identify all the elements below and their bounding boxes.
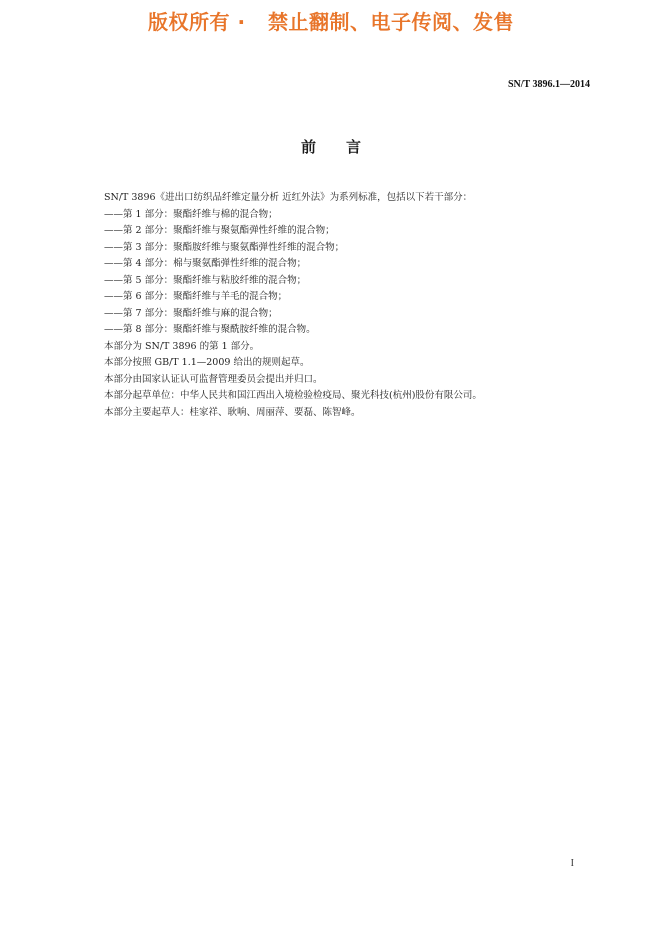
part-list-item: ——第 5 部分：聚酯纤维与粘胶纤维的混合物； xyxy=(104,274,307,286)
statement-paragraph: 本部分为 SN/T 3896 的第 1 部分。 xyxy=(104,340,260,352)
foreword-body xyxy=(104,190,574,421)
intro-paragraph: SN/T 3896《进出口纺织品纤维定量分析 近红外法》为系列标准，包括以下若干部分： xyxy=(104,192,473,203)
part-list-item: ——第 3 部分：聚酯胺纤维与聚氨酯弹性纤维的混合物； xyxy=(104,241,345,253)
page-title: 前言 xyxy=(300,138,391,156)
part-list-item: ——第 8 部分：聚酯纤维与聚酰胺纤维的混合物。 xyxy=(104,324,316,335)
statement-paragraph: 本部分主要起草人：桂家祥、耿响、周丽萍、要磊、陈智峰。 xyxy=(104,406,361,418)
page-number: I xyxy=(570,858,574,869)
statement-paragraph: 本部分由国家认证认可监督管理委员会提出并归口。 xyxy=(104,373,323,385)
copyright-watermark: 版权所有 · 禁止翻制、电子传阅、发售 xyxy=(148,10,514,34)
statement-paragraph: 本部分起草单位：中华人民共和国江西出入境检验检疫局、聚光科技(杭州)股份有限公司。 xyxy=(104,390,482,401)
statement-paragraph: 本部分按照 GB/T 1.1—2009 给出的规则起草。 xyxy=(104,357,310,368)
part-list-item: ——第 7 部分：聚酯纤维与麻的混合物； xyxy=(104,307,278,319)
standard-code: SN/T 3896.1—2014 xyxy=(507,79,590,90)
part-list-item: ——第 1 部分：聚酯纤维与棉的混合物； xyxy=(104,208,278,220)
part-list-item: ——第 6 部分：聚酯纤维与羊毛的混合物； xyxy=(104,291,288,302)
part-list-item: ——第 4 部分：棉与聚氨酯弹性纤维的混合物； xyxy=(104,258,307,269)
part-list-item: ——第 2 部分：聚酯纤维与聚氨酯弹性纤维的混合物； xyxy=(104,225,335,236)
